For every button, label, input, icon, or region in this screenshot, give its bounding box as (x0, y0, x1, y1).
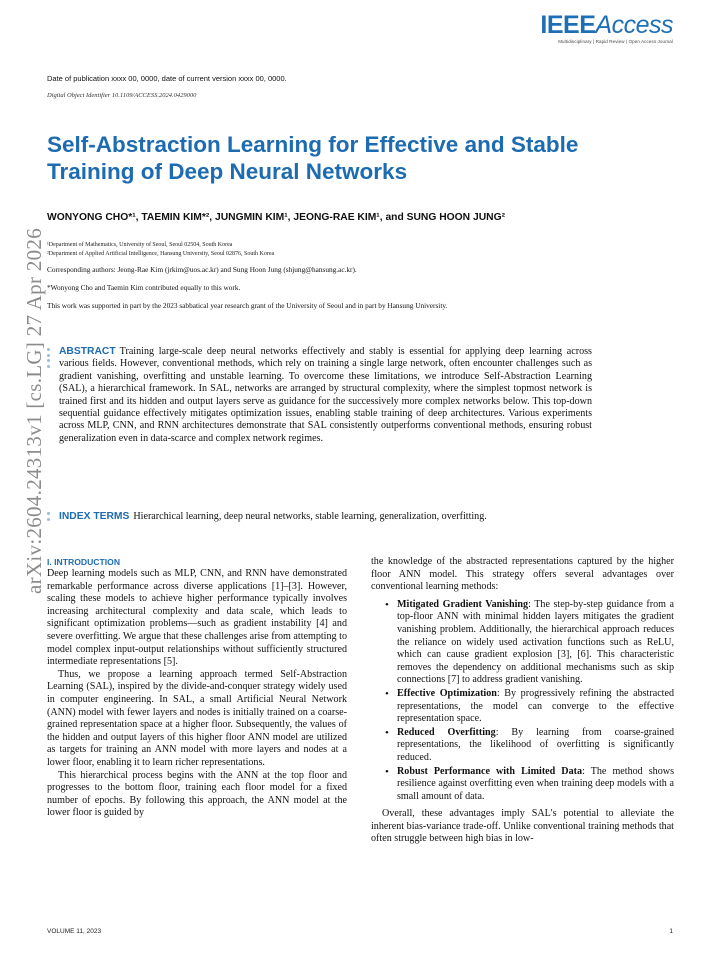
corresponding-authors: Corresponding authors: Jeong-Rae Kim (jrkim@uos.ac.kr) and Sung Hoon Jung (shjung@hansung.ac.kr). (47, 265, 357, 274)
bullet-term: Reduced Overfitting (397, 726, 496, 738)
intro-paragraph-5: Overall, these advantages imply SAL's potential to alleviate the inherent bias-variance trade-off. Unlike conventional training methods that often struggle between high bias in low- (371, 808, 674, 845)
bullet-text: : By learning from coarse-grained representations, the likelihood of overfitting is significantly reduced. (397, 726, 674, 763)
list-item (371, 599, 674, 687)
section-heading-introduction: I. INTRODUCTION (47, 557, 121, 567)
body-right-column (371, 556, 674, 846)
arxiv-identifier: arXiv:2604.24313v1 [cs.LG] 27 Apr 2026 (22, 227, 46, 594)
index-terms-marker-dots (47, 512, 51, 523)
index-terms-text: Hierarchical learning, deep neural networks, stable learning, generalization, overfitting. (133, 511, 487, 522)
affiliation-1: ¹Department of Mathematics, University of Seoul, Seoul 02504, South Korea (47, 242, 233, 248)
logo-access: Access (595, 11, 673, 39)
publication-date: Date of publication xxxx 00, 0000, date of current version xxxx 00, 0000. (47, 74, 287, 83)
bullet-term: Mitigated Gradient Vanishing (397, 598, 529, 610)
list-item (371, 688, 674, 726)
logo-ieee: IEEE (540, 11, 596, 39)
abstract-label: ABSTRACT (59, 346, 116, 357)
abstract-text: Training large-scale deep neural networks effectively and stably is essential for applying deep learning across various fields. However, conventional methods, which rely on training a single large network, often encounter challenges such as gradient vanishing, overfitting and unstable learning. To overcome these limitations, we introduce Self-Abstraction Learning (SAL), a hierarchical framework. In SAL, networks are arranged by structural complexity, where the simplest topmost network is trained first and its hidden and output layers serve as guidance for the successively more complex networks below. This top-down sequential guidance effectively mitigates optimization issues, enabling stable training of deep architectures. Various experiments across MLP, CNN, and RNN architectures demonstrate that SAL consistently outperforms conventional methods, ensuring robust generalization even in data-scarce and complex network regimes. (59, 346, 592, 444)
index-terms (59, 511, 619, 523)
list-item (371, 727, 674, 765)
intro-paragraph-2: Thus, we propose a learning approach termed Self-Abstraction Learning (SAL), inspired by the divide-and-conquer strategy widely used in computer engineering. In SAL, a small Artificial Neural Network (ANN) model with fewer layers and nodes is initially trained on a coarse-grained representation space at a higher floor. Subsequently, the values of the hidden and output layers of this higher floor ANN model are utilized as targets for training an ANN model with more layers and nodes at a lower floor, enabling it to learn richer representations. (47, 668, 347, 768)
list-item (371, 766, 674, 804)
body-left-column (47, 556, 347, 820)
intro-paragraph-1: Deep learning models such as MLP, CNN, and RNN have demonstrated remarkable performance across diverse applications [1]–[3]. However, scaling these models to achieve higher performance typically involves increasing architectural complexity and data scale, which leads to significant optimization problems—such as gradient instability [4] and severe overfitting. We argue that these challenges arise from attempting to model complex input-output relationships without sufficiently structured intermediate representations [5]. (47, 568, 347, 668)
paper-title: Self-Abstraction Learning for Effective and Stable Training of Deep Neural Networks (47, 132, 579, 184)
bullet-text: : The method shows resilience against overfitting even when training deep models with a small amount of data. (397, 765, 674, 802)
equal-contribution-note: *Wonyong Cho and Taemin Kim contributed equally to this work. (47, 283, 241, 292)
doi-line: Digital Object Identifier 10.1109/ACCESS.2024.0429000 (47, 92, 197, 99)
abstract-marker-dots (47, 348, 51, 370)
bullet-text: : By progressively refining the abstracted representations, the model can converge to the effective representation space. (397, 687, 675, 725)
intro-paragraph-3: This hierarchical process begins with the ANN at the top floor and progresses to the bottom floor, training each floor model for a fixed number of epochs. By following this approach, the ANN model at the lower floor is guided by (47, 769, 347, 819)
abstract (59, 346, 592, 445)
affiliation-2: ²Department of Applied Artificial Intelligence, Hansung University, Seoul 02876, South Korea (47, 251, 275, 257)
advantages-list (371, 599, 674, 804)
logo-tagline: Multidisciplinary | Rapid Review | Open Access Journal (558, 39, 673, 44)
journal-logo (540, 12, 673, 44)
logo-wordmark (540, 12, 673, 38)
bullet-term: Effective Optimization (397, 687, 497, 699)
index-terms-label: INDEX TERMS (59, 511, 130, 522)
funding-note: This work was supported in part by the 2023 sabbatical year research grant of the University of Seoul and in part by Hansung University. (47, 301, 448, 310)
bullet-term: Robust Performance with Limited Data (397, 765, 583, 777)
author-list: WONYONG CHO*¹, TAEMIN KIM*², JUNGMIN KIM¹, JEONG-RAE KIM¹, and SUNG HOON JUNG² (47, 212, 506, 223)
bullet-text: : The step-by-step guidance from a top-floor ANN with minimal hidden layers mitigates the gradient vanishing problem. Additionally, the hierarchical approach reduces the reliance on widely used activation functions such as ReLU, which can cause gradient explosion [3], [6]. This characteristic removes the dependency on additional mechanisms such as skip connections [7] to address gradient vanishing. (397, 598, 674, 686)
volume-footer: VOLUME 11, 2023 (47, 928, 102, 935)
page-number: 1 (669, 928, 673, 935)
intro-paragraph-4: the knowledge of the abstracted representations captured by the higher floor ANN model. This strategy offers several advantages over conventional learning methods: (371, 556, 674, 593)
